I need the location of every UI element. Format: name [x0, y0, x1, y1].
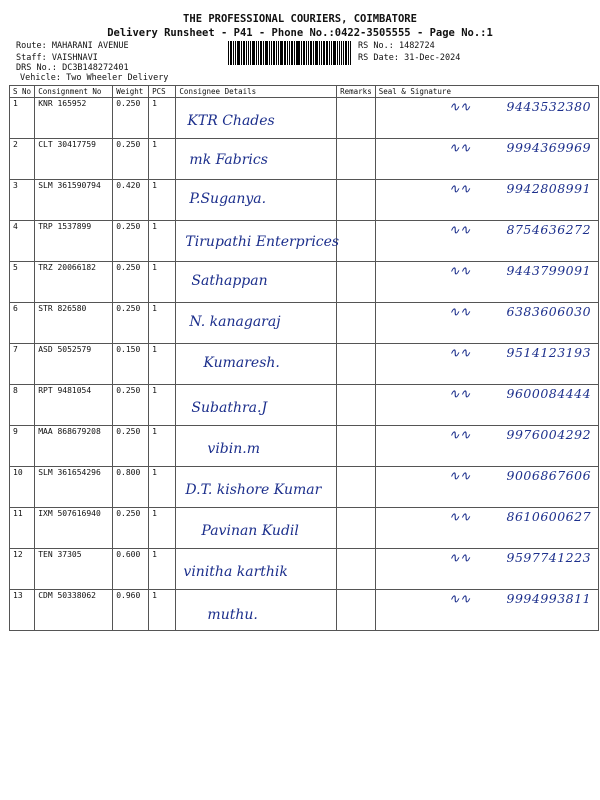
table-row: [10, 303, 599, 344]
consignee-name-handwritten: Kumaresh.: [203, 355, 280, 371]
row-consignee-details: [176, 262, 337, 303]
row-seal-signature: [375, 98, 598, 139]
table-row: [10, 180, 599, 221]
delivery-table: [9, 85, 599, 631]
rs-no-label: RS No.:: [358, 41, 394, 51]
drs-value: DC3B148272401: [62, 63, 129, 73]
receiver-phone-handwritten: 9994369969: [506, 140, 592, 155]
row-weight: 0.250: [113, 303, 149, 344]
row-consignment-no: CDM 50338062: [35, 590, 113, 631]
row-sno: 9: [10, 426, 35, 467]
row-seal-signature: [375, 385, 598, 426]
row-sno: 3: [10, 180, 35, 221]
row-consignment-no: IXM 507616940: [35, 508, 113, 549]
row-sno: 11: [10, 508, 35, 549]
row-remarks: [337, 180, 376, 221]
row-sno: 8: [10, 385, 35, 426]
receiver-phone-handwritten: 9976004292: [506, 427, 592, 442]
header-pcs: PCS: [149, 86, 176, 98]
row-weight: 0.250: [113, 262, 149, 303]
row-remarks: [337, 508, 376, 549]
row-remarks: [337, 385, 376, 426]
drs-label: DRS No.:: [16, 63, 57, 73]
row-remarks: [337, 467, 376, 508]
row-consignee-details: [176, 344, 337, 385]
receiver-phone-handwritten: 9443799091: [506, 263, 592, 278]
receiver-phone-handwritten: 9443532380: [506, 99, 592, 114]
receiver-phone-handwritten: 9994993811: [506, 591, 592, 606]
row-pcs: 1: [149, 139, 176, 180]
row-sno: 7: [10, 344, 35, 385]
row-consignee-details: [176, 98, 337, 139]
table-row: [10, 385, 599, 426]
consignee-name-handwritten: mk Fabrics: [189, 152, 268, 168]
row-weight: 0.250: [113, 385, 149, 426]
vehicle-label: Vehicle:: [20, 73, 61, 83]
consignee-name-handwritten: Subathra.J: [191, 400, 268, 416]
row-remarks: [337, 139, 376, 180]
row-remarks: [337, 590, 376, 631]
drs-line: [16, 63, 129, 73]
row-pcs: 1: [149, 180, 176, 221]
row-seal-signature: [375, 549, 598, 590]
drs-barcode: [228, 41, 352, 65]
row-pcs: 1: [149, 467, 176, 508]
row-remarks: [337, 303, 376, 344]
receiver-phone-handwritten: 9006867606: [506, 468, 592, 483]
row-consignment-no: SLM 361590794: [35, 180, 113, 221]
row-seal-signature: [375, 426, 598, 467]
signature-scribble-icon: ∿∿: [448, 387, 471, 402]
row-seal-signature: [375, 590, 598, 631]
row-consignee-details: [176, 385, 337, 426]
row-pcs: 1: [149, 221, 176, 262]
row-consignment-no: KNR 165952: [35, 98, 113, 139]
vehicle-line: [20, 73, 168, 83]
row-sno: 5: [10, 262, 35, 303]
row-consignment-no: TEN 37305: [35, 549, 113, 590]
consignee-name-handwritten: N. kanagaraj: [189, 314, 281, 330]
staff-label: Staff:: [16, 53, 47, 63]
receiver-phone-handwritten: 8610600627: [506, 509, 592, 524]
row-consignment-no: TRP 1537899: [35, 221, 113, 262]
header-remarks: Remarks: [337, 86, 376, 98]
row-consignee-details: [176, 467, 337, 508]
signature-scribble-icon: ∿∿: [448, 305, 471, 320]
signature-scribble-icon: ∿∿: [448, 510, 471, 525]
signature-scribble-icon: ∿∿: [448, 346, 471, 361]
row-pcs: 1: [149, 98, 176, 139]
row-consignee-details: [176, 303, 337, 344]
header-weight: Weight: [113, 86, 149, 98]
row-remarks: [337, 426, 376, 467]
row-sno: 4: [10, 221, 35, 262]
row-consignee-details: [176, 508, 337, 549]
row-pcs: 1: [149, 303, 176, 344]
receiver-phone-handwritten: 8754636272: [506, 222, 592, 237]
row-weight: 0.150: [113, 344, 149, 385]
row-sno: 6: [10, 303, 35, 344]
table-row: [10, 139, 599, 180]
row-seal-signature: [375, 344, 598, 385]
row-weight: 0.800: [113, 467, 149, 508]
row-seal-signature: [375, 180, 598, 221]
rs-date-label: RS Date:: [358, 53, 399, 63]
row-seal-signature: [375, 508, 598, 549]
row-seal-signature: [375, 221, 598, 262]
row-consignment-no: MAA 868679208: [35, 426, 113, 467]
table-row: [10, 549, 599, 590]
signature-scribble-icon: ∿∿: [448, 182, 471, 197]
row-consignee-details: [176, 426, 337, 467]
row-remarks: [337, 221, 376, 262]
consignee-name-handwritten: Tirupathi Enterprices: [185, 234, 340, 250]
signature-scribble-icon: ∿∿: [448, 100, 471, 115]
row-pcs: 1: [149, 549, 176, 590]
row-consignee-details: [176, 139, 337, 180]
consignee-name-handwritten: Pavinan Kudil: [201, 523, 299, 539]
table-row: [10, 467, 599, 508]
staff-line: [16, 53, 98, 63]
route-label: Route:: [16, 41, 47, 51]
row-remarks: [337, 344, 376, 385]
header-sno: S No: [10, 86, 35, 98]
row-weight: 0.600: [113, 549, 149, 590]
row-pcs: 1: [149, 508, 176, 549]
row-consignee-details: [176, 590, 337, 631]
receiver-phone-handwritten: 9942808991: [506, 181, 592, 196]
runsheet-subtitle: Delivery Runsheet - P41 - Phone No.:0422-3505555 - Page No.:1: [107, 27, 493, 39]
staff-value: VAISHNAVI: [51, 53, 98, 63]
consignee-name-handwritten: muthu.: [207, 607, 258, 623]
rs-no-value: 1482724: [398, 41, 435, 51]
consignee-name-handwritten: D.T. kishore Kumar: [185, 482, 322, 498]
route-line: [16, 41, 129, 51]
row-consignment-no: CLT 30417759: [35, 139, 113, 180]
signature-scribble-icon: ∿∿: [448, 551, 471, 566]
row-consignee-details: [176, 180, 337, 221]
row-consignment-no: SLM 361654296: [35, 467, 113, 508]
signature-scribble-icon: ∿∿: [448, 264, 471, 279]
header-consignment: Consignment No: [35, 86, 113, 98]
receiver-phone-handwritten: 6383606030: [506, 304, 592, 319]
row-sno: 1: [10, 98, 35, 139]
row-seal-signature: [375, 467, 598, 508]
consignee-name-handwritten: vinitha karthik: [183, 564, 288, 580]
row-pcs: 1: [149, 385, 176, 426]
row-consignment-no: RPT 9481054: [35, 385, 113, 426]
table-row: [10, 508, 599, 549]
receiver-phone-handwritten: 9514123193: [506, 345, 592, 360]
row-pcs: 1: [149, 344, 176, 385]
signature-scribble-icon: ∿∿: [448, 469, 471, 484]
consignee-name-handwritten: Sathappan: [191, 273, 268, 289]
route-value: MAHARANI AVENUE: [51, 41, 129, 51]
row-sno: 12: [10, 549, 35, 590]
row-seal-signature: [375, 139, 598, 180]
row-seal-signature: [375, 262, 598, 303]
row-consignee-details: [176, 549, 337, 590]
signature-scribble-icon: ∿∿: [448, 592, 471, 607]
row-sno: 13: [10, 590, 35, 631]
row-consignment-no: TRZ 20066182: [35, 262, 113, 303]
consignee-name-handwritten: vibin.m: [207, 441, 260, 457]
signature-scribble-icon: ∿∿: [448, 223, 471, 238]
table-row: [10, 98, 599, 139]
row-consignment-no: ASD 5052579: [35, 344, 113, 385]
row-sno: 2: [10, 139, 35, 180]
header-consignee: Consignee Details: [176, 86, 337, 98]
header-seal: Seal & Signature: [375, 86, 598, 98]
row-remarks: [337, 98, 376, 139]
runsheet-title: THE PROFESSIONAL COURIERS, COIMBATORE: [183, 13, 417, 25]
row-seal-signature: [375, 303, 598, 344]
row-weight: 0.250: [113, 426, 149, 467]
signature-scribble-icon: ∿∿: [448, 141, 471, 156]
row-weight: 0.250: [113, 139, 149, 180]
consignee-name-handwritten: P.Suganya.: [189, 191, 267, 207]
table-row: [10, 262, 599, 303]
row-pcs: 1: [149, 262, 176, 303]
consignee-name-handwritten: KTR Chades: [187, 113, 275, 129]
row-remarks: [337, 262, 376, 303]
row-consignment-no: STR 826580: [35, 303, 113, 344]
row-pcs: 1: [149, 590, 176, 631]
table-header-row: [10, 86, 599, 98]
table-row: [10, 426, 599, 467]
row-pcs: 1: [149, 426, 176, 467]
receiver-phone-handwritten: 9600084444: [506, 386, 592, 401]
table-row: [10, 344, 599, 385]
row-weight: 0.250: [113, 508, 149, 549]
rs-date-line: [358, 53, 460, 63]
rs-no-line: [358, 41, 435, 51]
row-weight: 0.960: [113, 590, 149, 631]
signature-scribble-icon: ∿∿: [448, 428, 471, 443]
receiver-phone-handwritten: 9597741223: [506, 550, 592, 565]
row-weight: 0.250: [113, 221, 149, 262]
vehicle-value: Two Wheeler Delivery: [66, 73, 169, 83]
table-row: [10, 221, 599, 262]
rs-date-value: 31-Dec-2024: [404, 53, 461, 63]
row-weight: 0.420: [113, 180, 149, 221]
row-weight: 0.250: [113, 98, 149, 139]
table-row: [10, 590, 599, 631]
row-remarks: [337, 549, 376, 590]
row-sno: 10: [10, 467, 35, 508]
row-consignee-details: [176, 221, 340, 262]
